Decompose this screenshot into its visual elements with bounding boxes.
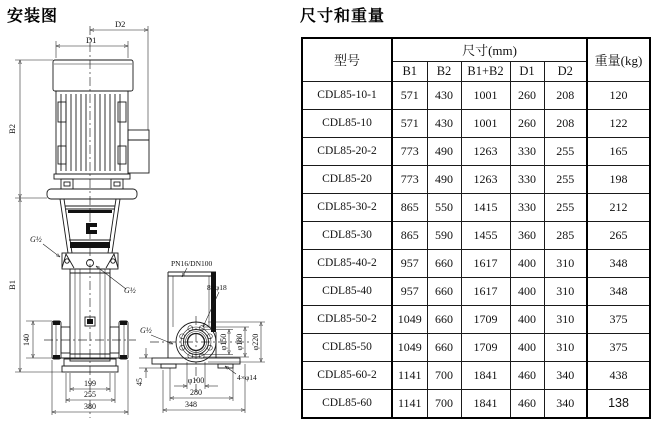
g-half-lower-label: G½ xyxy=(124,286,136,295)
value-cell: 1001 xyxy=(461,81,510,109)
value-cell: 400 xyxy=(510,249,544,277)
dim-45: 45 xyxy=(135,378,144,386)
value-cell: 375 xyxy=(587,333,650,361)
dim-348: 348 xyxy=(185,400,197,409)
value-cell: 330 xyxy=(510,165,544,193)
value-cell: 571 xyxy=(392,81,427,109)
front-view xyxy=(7,19,149,418)
value-cell: 1049 xyxy=(392,333,427,361)
value-cell: 260 xyxy=(510,81,544,109)
table-row xyxy=(302,249,650,277)
dim-phi100: φ100 xyxy=(187,376,205,385)
value-cell: 165 xyxy=(587,137,650,165)
dim-280: 280 xyxy=(190,388,202,397)
value-cell: 310 xyxy=(544,277,587,305)
value-cell: 1709 xyxy=(461,305,510,333)
value-cell: 400 xyxy=(510,277,544,305)
value-cell: 1709 xyxy=(461,333,510,361)
pump-lantern xyxy=(60,199,120,253)
model-cell: CDL85-10-1 xyxy=(302,81,392,109)
model-column-header: 型号 xyxy=(302,38,392,81)
value-cell: 198 xyxy=(587,165,650,193)
junction-box xyxy=(128,130,149,173)
motor-stool-plate xyxy=(47,189,137,199)
value-cell: 330 xyxy=(510,193,544,221)
value-cell: 310 xyxy=(544,305,587,333)
diagram-title: 安装图 xyxy=(7,8,59,25)
table-row xyxy=(302,193,650,221)
col-header-d1: D1 xyxy=(510,61,544,81)
value-cell: 660 xyxy=(427,305,461,333)
motor-body xyxy=(56,91,128,174)
value-cell: 571 xyxy=(392,109,427,137)
model-cell: CDL85-20 xyxy=(302,165,392,193)
motor-cap xyxy=(53,60,133,91)
value-cell: 773 xyxy=(392,165,427,193)
model-cell: CDL85-60-2 xyxy=(302,361,392,389)
col-header-b1b2: B1+B2 xyxy=(461,61,510,81)
label-b1: B1 xyxy=(7,280,17,290)
dim-380: 380 xyxy=(84,402,96,411)
value-cell: 660 xyxy=(427,333,461,361)
value-cell: 1049 xyxy=(392,305,427,333)
side-dimensions xyxy=(135,322,265,413)
value-cell: 460 xyxy=(510,361,544,389)
dim-phi180: φ180 xyxy=(235,333,244,351)
value-cell: 430 xyxy=(427,81,461,109)
label-d1: D1 xyxy=(86,35,97,45)
model-cell: CDL85-40-2 xyxy=(302,249,392,277)
value-cell: 660 xyxy=(427,249,461,277)
value-cell: 208 xyxy=(544,81,587,109)
dim-phi220: φ220 xyxy=(251,333,260,351)
value-cell: 700 xyxy=(427,389,461,418)
side-view xyxy=(135,259,265,413)
dim-phi150: φ150 xyxy=(219,333,228,351)
table-row xyxy=(302,81,650,109)
label-d2: D2 xyxy=(115,19,126,29)
value-cell: 138 xyxy=(587,389,650,418)
label-b2: B2 xyxy=(7,124,17,134)
model-cell: CDL85-30 xyxy=(302,221,392,249)
value-cell: 400 xyxy=(510,333,544,361)
value-cell: 1617 xyxy=(461,249,510,277)
table-title: 尺寸和重量 xyxy=(300,8,386,25)
g-half-lower-leader xyxy=(96,266,126,289)
value-cell: 1263 xyxy=(461,165,510,193)
value-cell: 1841 xyxy=(461,361,510,389)
installation-diagram xyxy=(0,0,300,422)
table-row xyxy=(302,277,650,305)
value-cell: 957 xyxy=(392,249,427,277)
value-cell: 460 xyxy=(510,389,544,418)
value-cell: 340 xyxy=(544,389,587,418)
table-row xyxy=(302,137,650,165)
col-header-b1: B1 xyxy=(392,61,427,81)
col-header-b2: B2 xyxy=(427,61,461,81)
g-half-side-label: G½ xyxy=(140,326,152,335)
value-cell: 212 xyxy=(587,193,650,221)
value-cell: 1141 xyxy=(392,361,427,389)
value-cell: 375 xyxy=(587,305,650,333)
value-cell: 490 xyxy=(427,137,461,165)
value-cell: 255 xyxy=(544,137,587,165)
model-cell: CDL85-60 xyxy=(302,389,392,418)
table-row xyxy=(302,361,650,389)
value-cell: 265 xyxy=(587,221,650,249)
value-cell: 1455 xyxy=(461,221,510,249)
value-cell: 260 xyxy=(510,109,544,137)
value-cell: 957 xyxy=(392,277,427,305)
model-cell: CDL85-30-2 xyxy=(302,193,392,221)
value-cell: 120 xyxy=(587,81,650,109)
model-cell: CDL85-20-2 xyxy=(302,137,392,165)
value-cell: 865 xyxy=(392,193,427,221)
priming-plug-mark xyxy=(86,223,97,234)
value-cell: 660 xyxy=(427,277,461,305)
value-cell: 1415 xyxy=(461,193,510,221)
dim-199: 199 xyxy=(84,379,96,388)
table-row xyxy=(302,333,650,361)
value-cell: 255 xyxy=(544,165,587,193)
table-body xyxy=(302,81,650,418)
dim-255: 255 xyxy=(84,390,96,399)
value-cell: 348 xyxy=(587,249,650,277)
table-row xyxy=(302,389,650,418)
value-cell: 430 xyxy=(427,109,461,137)
model-cell: CDL85-50 xyxy=(302,333,392,361)
table-row xyxy=(302,221,650,249)
g-half-upper-leader xyxy=(43,244,60,257)
model-cell: CDL85-10 xyxy=(302,109,392,137)
g-half-upper-label: G½ xyxy=(30,235,42,244)
value-cell: 400 xyxy=(510,305,544,333)
value-cell: 360 xyxy=(510,221,544,249)
table-row xyxy=(302,109,650,137)
value-cell: 310 xyxy=(544,249,587,277)
dims-group-header: 尺寸(mm) xyxy=(392,38,587,61)
model-cell: CDL85-50-2 xyxy=(302,305,392,333)
value-cell: 700 xyxy=(427,361,461,389)
value-cell: 310 xyxy=(544,333,587,361)
base-holes-label: 4×φ14 xyxy=(237,373,257,382)
dim-140: 140 xyxy=(22,334,31,346)
value-cell: 208 xyxy=(544,109,587,137)
bolt-holes-label: 8×φ18 xyxy=(207,283,227,292)
table-row xyxy=(302,165,650,193)
value-cell: 550 xyxy=(427,193,461,221)
value-cell: 122 xyxy=(587,109,650,137)
value-cell: 773 xyxy=(392,137,427,165)
value-cell: 348 xyxy=(587,277,650,305)
value-cell: 1141 xyxy=(392,389,427,418)
value-cell: 255 xyxy=(544,193,587,221)
dimensions-weight-table xyxy=(301,37,651,419)
value-cell: 285 xyxy=(544,221,587,249)
col-header-d2: D2 xyxy=(544,61,587,81)
model-cell: CDL85-40 xyxy=(302,277,392,305)
weight-column-header: 重量(kg) xyxy=(587,38,650,81)
flange-spec-label: PN16/DN100 xyxy=(171,259,213,268)
value-cell: 438 xyxy=(587,361,650,389)
value-cell: 1001 xyxy=(461,109,510,137)
value-cell: 865 xyxy=(392,221,427,249)
value-cell: 330 xyxy=(510,137,544,165)
table-row xyxy=(302,305,650,333)
value-cell: 1617 xyxy=(461,277,510,305)
motor-fins xyxy=(61,94,120,171)
value-cell: 340 xyxy=(544,361,587,389)
value-cell: 1841 xyxy=(461,389,510,418)
value-cell: 490 xyxy=(427,165,461,193)
value-cell: 1263 xyxy=(461,137,510,165)
value-cell: 590 xyxy=(427,221,461,249)
